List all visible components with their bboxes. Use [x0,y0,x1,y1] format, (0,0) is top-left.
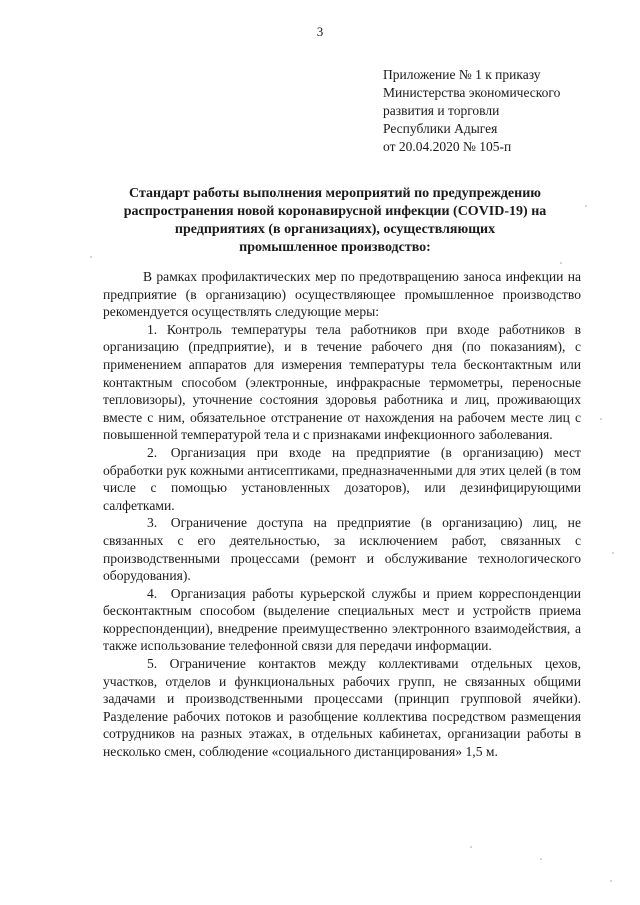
title-line: распространения новой коронавирусной инфекции (COVID-19) на [123,204,547,219]
scan-speck [612,552,614,554]
document-title [90,185,580,257]
measure-paragraph-4: 4. Организация работы курьерской службы и прием корреспонденции бесконтактным способом (выделение специальных мест и устройств приема корреспонденции), внедрение преимущественно электронного взаимодействия, а также использование телефонной связи для передачи информации. [103,585,581,654]
appendix-line: от 20.04.2020 № 105-п [383,139,512,154]
scan-speck [610,880,612,882]
appendix-line: Министерства экономического [383,85,561,100]
scan-speck [470,846,472,848]
scan-speck [540,858,542,860]
scan-speck [90,256,92,258]
title-line: промышленное производство: [239,240,431,255]
appendix-line: развития и торговли [383,103,500,118]
title-line: предприятиях (в организациях), осуществляющих [174,222,496,237]
scan-speck [600,418,602,420]
intro-paragraph: В рамках профилактических мер по предотвращению заноса инфекции на предприятие (в организацию) осуществляющее промышленное производство рекомендуется осуществлять следующие меры: [103,269,581,320]
scan-speck [585,205,587,207]
scan-speck [560,262,562,264]
appendix-note [383,66,623,156]
appendix-line: Приложение № 1 к приказу [383,67,541,82]
measure-paragraph-5: 5. Ограничение контактов между коллективами отдельных цехов, участков, отделов и функциональных рабочих групп, не связанных общими задачами и производственными процессами (принцип групповой ячейки). Разделение рабочих потоков и разобщение коллектива посредством размещения сотрудников на разных этажах, в отдельных кабинетах, организации работы в несколько смен, соблюдение «социального дистанцирования» 1,5 м. [103,656,581,760]
title-line: Стандарт работы выполнения мероприятий по предупреждению [129,186,541,201]
measure-paragraph-2: 2. Организация при входе на предприятие (в организацию) мест обработки рук кожными антисептиками, предназначенными для этих целей (в том числе с помощью установленных дозаторов), или дезинфицирующими салфетками. [103,444,581,513]
appendix-line: Республики Адыгея [383,121,498,136]
measure-paragraph-3: 3. Ограничение доступа на предприятие (в организацию) лиц, не связанных с его деятельностью, за исключением работ, связанных с производственными процессами (ремонт и обслуживание технологического оборудования). [103,515,581,584]
page-number: 3 [316,24,324,39]
document-body [103,268,581,761]
measure-paragraph-1: 1. Контроль температуры тела работников при входе работников в организацию (предприятие), и в течение рабочего дня (по показаниям), с применением аппаратов для измерения температуры тела бесконтактным или контактным способом (электронные, инфракрасные термометры, переносные тепловизоры), уточнение состояния здоровья работника и лиц, проживающих вместе с ним, обязательное отстранение от нахождения на рабочем месте лиц с повышенной температурой тела и с признаками инфекционного заболевания. [103,321,581,443]
